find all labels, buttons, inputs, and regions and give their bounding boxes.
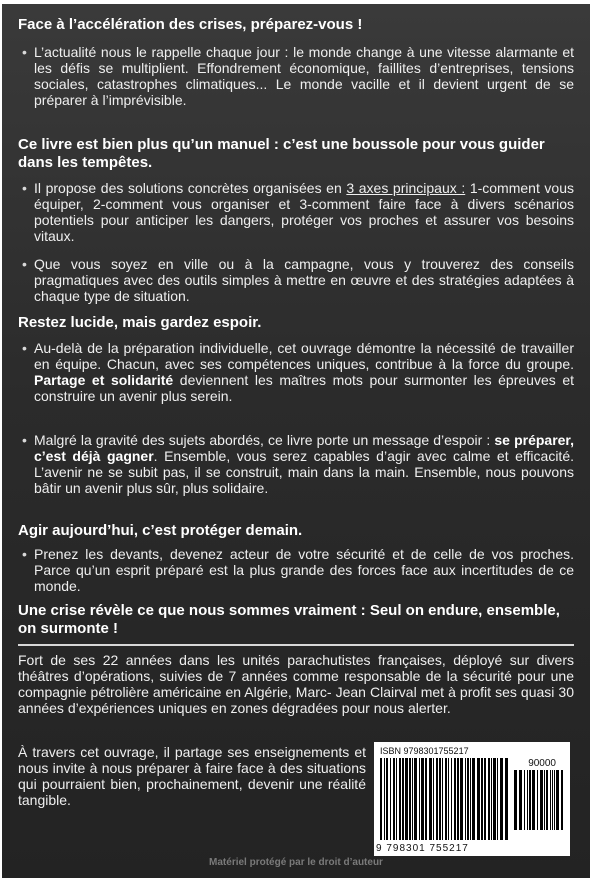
bullet-text-post: 1-comment vous équiper, 2-comment vous organiser et 3-comment faire face à divers scénarios potentiels pour anticiper les dangers, protéger vos proches et assurer vos besoins vitaux.: [34, 180, 575, 244]
section-title-agir: Agir aujourd’hui, c’est protéger demain.: [18, 522, 303, 539]
bullet-dot-icon: •: [22, 546, 27, 562]
author-bio-continued: À travers cet ouvrage, il partage ses enseignements et nous invite à nous préparer à faire face à des situations qui pourraient bien, prochainement, devenir une réalité tangible.: [18, 744, 366, 808]
bullet-devants: [20, 546, 574, 594]
bullet-text-post: deviennent les maîtres mots pour surmonter les épreuves et construire un avenir plus serein.: [34, 372, 574, 404]
bullet-dot-icon: •: [22, 44, 27, 60]
isbn-digits: 9 798301 755217: [376, 843, 469, 854]
bullet-equipe: [20, 340, 574, 404]
bullet-text: Prenez les devants, devenez acteur de votre sécurité et de celle de vos proches. Parce qu’un esprit préparé est la plus grande des forces face aux incertitudes de ce monde.: [34, 546, 574, 594]
copyright-watermark: Matériel protégé par le droit d’auteur: [209, 857, 383, 868]
bullet-dot-icon: •: [22, 340, 27, 356]
bullet-text-bold: Partage et solidarité: [34, 372, 174, 388]
bullet-text-post: . Ensemble, vous serez capables d’agir avec calme et efficacité. L’avenir ne se subit pas, il se construit, main dans la main. Ensemble, nous pouvons bâtir un avenir plus sûr, plus solidaire.: [34, 448, 574, 496]
bullet-text-underline: 3 axes principaux :: [346, 180, 466, 196]
closing-statement: Une crise révèle ce que nous sommes vraiment : Seul on endure, ensemble, on surmonte !: [18, 602, 560, 637]
divider: [18, 644, 574, 646]
isbn-barcode: [374, 742, 570, 856]
bullet-text-pre: Il propose des solutions concrètes organisées en: [34, 180, 347, 196]
bullet-text: Que vous soyez en ville ou à la campagne, vous y trouverez des conseils pragmatiques avec des outils simples à mettre en œuvre et des stratégies adaptées à chaque type de situation.: [34, 256, 574, 304]
bullet-dot-icon: •: [22, 180, 27, 196]
bullet-actualite: [20, 44, 574, 108]
section-title-crises: Face à l’accélération des crises, préparez-vous !: [18, 16, 363, 33]
isbn-label: ISBN 9798301755217: [380, 746, 469, 756]
bullet-text-pre: Au-delà de la préparation individuelle, cet ouvrage démontre la nécessité de travailler en équipe. Chacun, avec ses compétences uniques, contribue à la force du groupe.: [34, 340, 574, 372]
bullet-text: L’actualité nous le rappelle chaque jour : le monde change à une vitesse alarmante et les défis se multiplient. Effondrement économique, faillites d’entreprises, tensions sociales, catastrophes climatiques... Le monde vacille et il devient urgent de se préparer à l’imprévisible.: [34, 44, 574, 108]
bullet-solutions: [20, 180, 574, 244]
barcode-addon-bars-icon: [514, 770, 564, 830]
price-code: 90000: [528, 758, 556, 769]
bullet-text-pre: Malgré la gravité des sujets abordés, ce livre porte un message d’espoir :: [34, 432, 495, 448]
bullet-espoir: [20, 432, 574, 496]
author-bio: Fort de ses 22 années dans les unités parachutistes françaises, déployé sur divers théâtres d’opérations, suivies de 7 années comme responsable de la sécurité pour une compagnie pétrolière américaine en Algérie, Marc- Jean Clairval met à profit ses quasi 30 années d’expériences uniques en zones dégradées pour nous alerter.: [18, 652, 574, 716]
bullet-dot-icon: •: [22, 432, 27, 448]
section-title-lucide: Restez lucide, mais gardez espoir.: [18, 314, 262, 331]
bullet-ville-campagne: [20, 256, 574, 304]
book-back-cover: [2, 4, 590, 878]
bullet-text-bold: se préparer, c’est déjà gagner: [34, 432, 574, 464]
barcode-bars-icon: [380, 758, 510, 840]
bullet-dot-icon: •: [22, 256, 27, 272]
section-title-boussole: Ce livre est bien plus qu’un manuel : c’est une boussole pour vous guider dans les tempêtes.: [18, 136, 545, 171]
